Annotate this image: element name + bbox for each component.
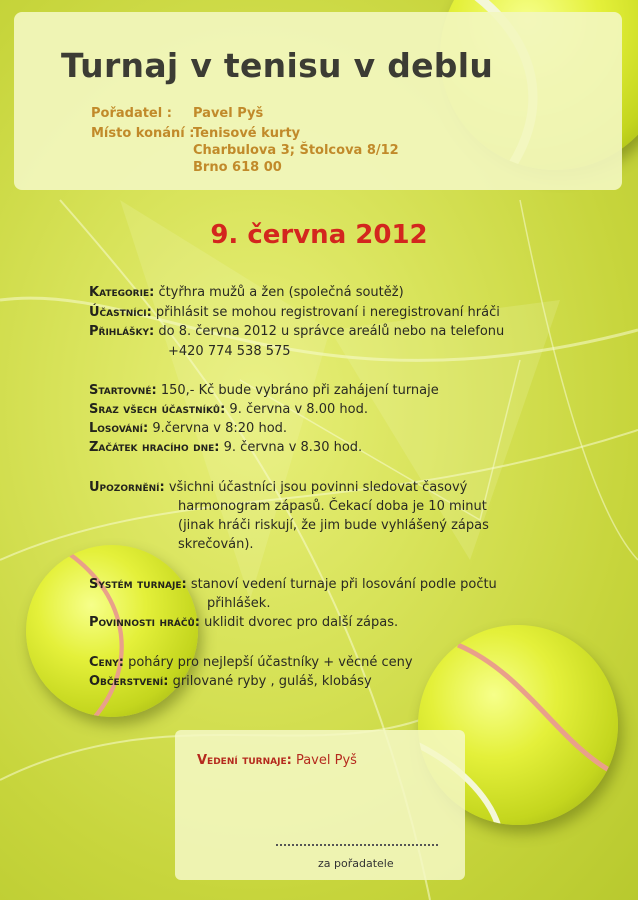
info-label: Upozornění: — [89, 480, 165, 495]
info-label: Účastníci: — [89, 305, 152, 320]
info-value: poháry pro nejlepší účastníky + věcné ceny — [128, 655, 413, 670]
info-phone: +420 774 538 575 — [168, 344, 291, 359]
event-date: 9. června 2012 — [210, 220, 428, 250]
signature-caption: za pořadatele — [318, 857, 394, 870]
info-upozorneni — [89, 480, 467, 496]
info-label: Začátek hracího dne: — [89, 440, 220, 455]
info-value: uklidit dvorec pro další zápas. — [204, 615, 399, 630]
info-label: Startovné: — [89, 383, 157, 398]
info-label: Ceny: — [89, 655, 124, 670]
tennis-ball-left-icon — [26, 545, 201, 717]
info-sraz — [89, 402, 368, 418]
info-label: Losování: — [89, 421, 149, 436]
info-losovani — [89, 421, 287, 437]
info-system — [89, 577, 497, 593]
tournament-leader — [197, 753, 357, 768]
venue-label: Místo konání : — [91, 126, 195, 141]
info-value: všichni účastníci jsou povinni sledovat časový — [168, 480, 468, 495]
header-panel — [14, 12, 622, 190]
venue-line-1: Tenisové kurty — [193, 126, 301, 141]
info-prihlasky — [89, 324, 504, 340]
info-label: Sraz všech účastníků: — [89, 402, 226, 417]
info-value: 150,- Kč bude vybráno při zahájení turnaje — [160, 383, 439, 398]
page-title: Turnaj v tenisu v deblu — [61, 46, 494, 85]
venue-line-3: Brno 618 00 — [193, 160, 282, 175]
info-label: Povinnosti hráčů: — [89, 615, 201, 630]
venue-line-2: Charbulova 3; Štolcova 8/12 — [193, 143, 399, 158]
info-value: 9.června v 8:20 hod. — [152, 421, 288, 436]
info-value: čtyřhra mužů a žen (společná soutěž) — [158, 285, 404, 300]
leader-label: Vedení turnaje: — [197, 753, 292, 768]
info-value: stanoví vedení turnaje při losování podle počtu — [190, 577, 497, 592]
info-zacatek — [89, 440, 362, 456]
info-obcerstveni — [89, 674, 372, 690]
system-line-2: přihlášek. — [207, 596, 271, 611]
info-value: 9. června v 8.00 hod. — [229, 402, 368, 417]
upozorneni-line-4: skrečován). — [178, 537, 254, 552]
upozorneni-line-3: (jinak hráči riskují, že jim bude vyhlášený zápas — [178, 518, 489, 533]
info-label: Kategorie: — [89, 285, 155, 300]
info-label: Systém turnaje: — [89, 577, 187, 592]
info-value: 9. června v 8.30 hod. — [223, 440, 363, 455]
info-value: do 8. června 2012 u správce areálů nebo na telefonu — [158, 324, 505, 339]
info-povinnosti — [89, 615, 398, 631]
upozorneni-line-2: harmonogram zápasů. Čekací doba je 10 minut — [178, 499, 487, 514]
info-ucastnici — [89, 305, 500, 321]
info-value: grilované ryby , guláš, klobásy — [172, 674, 372, 689]
info-value: přihlásit se mohou registrovaní i neregistrovaní hráči — [155, 305, 500, 320]
info-kategorie — [89, 285, 404, 301]
info-label: Přihlášky: — [89, 324, 155, 339]
organizer-value: Pavel Pyš — [193, 106, 264, 121]
info-startovne — [89, 383, 439, 399]
signature-line — [276, 844, 438, 846]
info-ceny — [89, 655, 413, 671]
organizer-label: Pořadatel : — [91, 106, 172, 121]
leader-value: Pavel Pyš — [295, 753, 357, 768]
info-label: Občerstvení: — [89, 674, 169, 689]
